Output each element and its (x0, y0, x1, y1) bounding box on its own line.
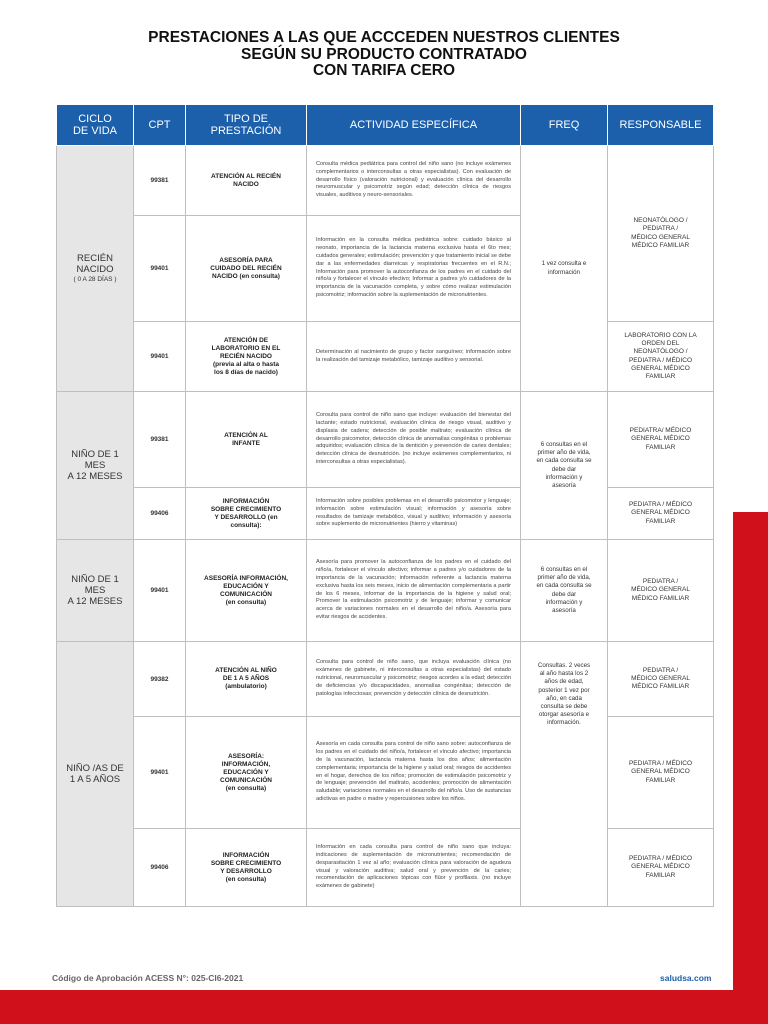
title-line-3: CON TARIFA CERO (312, 62, 456, 79)
cpt-code: 99406 (134, 488, 186, 540)
life-cycle-nino-1-12-meses-2: NIÑO DE 1 MES A 12 MESES (57, 540, 134, 642)
service-type: ASESORÍA INFORMACIÓN, EDUCACIÓN Y COMUNICACIÓN (en consulta) (186, 540, 307, 642)
header-actividad: ACTIVIDAD ESPECÍFICA (307, 105, 521, 146)
activity-text: Consulta médica pediátrica para control del niño sano (no incluye exámenes complementarios o interconsultas a otras especialistas). Con evaluación de desarrollo físico (valoración nutricional) y evaluación clínica del desarrollo neuromuscular y psicomotriz según edad; detección clínica de riesgos visuales, auditivos y neuro-sensoriales. (307, 146, 521, 216)
activity-text: Información sobre posibles problemas en el desarrollo psicomotor y lenguaje; información sobre estimulación visual; información y asesoría sobre resultados de tamizaje metabólico, visual y auditivo; información y asesoría sobre suplemento de micronutrientes (hierro y vitaminas) (307, 488, 521, 540)
frequency: Consultas. 2 veces al año hasta los 2 años de edad, posterior 1 vez por año, en cada consulta se debe otorgar asesoría e información. (521, 642, 608, 907)
table-row (57, 392, 714, 488)
responsible: PEDIATRA / MÉDICO GENERAL MÉDICO FAMILIAR (608, 829, 714, 907)
red-accent-bar-bottom (0, 990, 768, 1024)
cpt-code: 99401 (134, 540, 186, 642)
responsible: LABORATORIO CON LA ORDEN DEL NEONATÓLOGO / PEDIATRA / MÉDICO GENERAL MÉDICO FAMILIAR (608, 322, 714, 392)
service-type: ATENCIÓN AL RECIÉN NACIDO (186, 146, 307, 216)
header-responsable: RESPONSABLE (608, 105, 714, 146)
frequency: 6 consultas en el primer año de vida, en cada consulta se debe dar información y asesoría (521, 392, 608, 540)
frequency: 1 vez consulta e información (521, 146, 608, 392)
header-tipo: TIPO DE PRESTACIÓN (186, 105, 307, 146)
responsible: NEONATÓLOGO / PEDIATRA / MÉDICO GENERAL MÉDICO FAMILIAR (608, 146, 714, 322)
table-row (57, 540, 714, 642)
activity-text: Información en cada consulta para control de niño sano que incluya: indicaciones de suplementación de micronutrientes; recomendación de desparasitación 1 vez al año; evaluación clínica para valoración de agudeza visual y valoración auditiva; salud oral y prevención de la caries; recomendación de aplicaciones tópicas con flúor y profilaxis. (no incluye exámenes de gabinete) (307, 829, 521, 907)
cpt-code: 99401 (134, 322, 186, 392)
cpt-code: 99381 (134, 392, 186, 488)
activity-text: Consulta para control de niño sano que incluye: evaluación del bienestar del lactante; estado nutricional, evaluación clínica de riesgo visual, auditivo y displasia de cadera; detección de posible maltrato; evaluación clínica de desarrollo psicomotor, detección clínica de anomalías congénitas o problemas adquiridos; evaluación clínica de la dentición y prevención de caries dentales; detección clínica de desnutrición. (no incluye exámenes complementarios, ni interconsultas a otras especialistas). (307, 392, 521, 488)
responsible: PEDIATRA/ MÉDICO GENERAL MÉDICO FAMILIAR (608, 392, 714, 488)
service-type: INFORMACIÓN SOBRE CRECIMIENTO Y DESARROLLO (en consulta) (186, 829, 307, 907)
title-line-2: SEGÚN SU PRODUCTO CONTRATADO (241, 45, 527, 63)
table-row (57, 717, 714, 829)
title-line-1: PRESTACIONES A LAS QUE ACCCEDEN NUESTROS CLIENTES (148, 29, 620, 46)
service-type: INFORMACIÓN SOBRE CRECIMIENTO Y DESARROLLO (en consulta): (186, 488, 307, 540)
table-row (57, 322, 714, 392)
service-type: ATENCIÓN AL INFANTE (186, 392, 307, 488)
service-type: ASESORÍA PARA CUIDADO DEL RECIÉN NACIDO (en consulta) (186, 216, 307, 322)
activity-text: Consulta para control de niño sano, que incluya evaluación clínica (no exámenes de gabinete, ni interconsultas a otras especialistas) del estado nutricional, neuromuscular y psicomotriz; riesgos acordes a la edad; detección de deficiencias y/o discapacidades, anomalías congénitas; detección de patologías infecciosas; prevención y detección clínica de desnutrición. (307, 642, 521, 717)
header-cpt: CPT (134, 105, 186, 146)
life-cycle-nino-1-12-meses: NIÑO DE 1 MES A 12 MESES (57, 392, 134, 540)
service-type: ATENCIÓN AL NIÑO DE 1 A 5 AÑOS (ambulatorio) (186, 642, 307, 717)
activity-text: Asesoría para promover la autoconfianza de los padres en el cuidado del niño/a, fortalecer el vínculo afectivo; informar a padres y/o cuidadores de la importancia de la vacunación; información referente a lactancia materna exclusiva hasta los seis meses, inicio de alimentación complementaria a partir de los 6 meses, informar de la importancia de la higiene y salud oral; Promover la estimulación psicomotriz y de lenguaje; informar y comunicar acerca de variaciones normales en el desarrollo del niño/a. Asesoría para evitar riesgos de accidentes. (307, 540, 521, 642)
activity-text: Determinación al nacimiento de grupo y factor sanguíneo; información sobre la realización del tamizaje metabólico, tamizaje auditivo y sensorial. (307, 322, 521, 392)
cpt-code: 99382 (134, 642, 186, 717)
life-cycle-nino-1-5-anos: NIÑO /AS DE 1 A 5 AÑOS (57, 642, 134, 907)
activity-text: Asesoría en cada consulta para control de niño sano sobre: autoconfianza de los padres en el cuidado del niño/a, fortalecer el vínculo afectivo; importancia de la vacunación, lactancia materna hasta los dos años; alimentación complementaria; importancia de la higiene y salud oral; riesgos de accidentes en el hogar, derechos de los niños; promoción de estimulación psicomotriz y de lenguaje; prevención del maltrato, accidentes; promoción de alimentación saludable; variaciones normales en el desarrollo del niño/a. Uso de sustancias adictivas en padre o madre y repercusiones sobre los niños. (307, 717, 521, 829)
responsible: PEDIATRA / MÉDICO GENERAL MÉDICO FAMILIAR (608, 642, 714, 717)
cpt-code: 99406 (134, 829, 186, 907)
responsible: PEDIATRA / MÉDICO GENERAL MÉDICO FAMILIAR (608, 540, 714, 642)
service-type: ASESORÍA: INFORMACIÓN, EDUCACIÓN Y COMUNICACIÓN (en consulta) (186, 717, 307, 829)
page-title (0, 30, 768, 80)
responsible: PEDIATRA / MÉDICO GENERAL MÉDICO FAMILIAR (608, 488, 714, 540)
table-row (57, 146, 714, 216)
table-row (57, 488, 714, 540)
table-row (57, 642, 714, 717)
red-accent-bar-right (733, 512, 768, 992)
life-cycle-recien-nacido: RECIÉN NACIDO ( 0 A 28 DÍAS ) (57, 146, 134, 392)
frequency: 6 consultas en el primer año de vida, en cada consulta se debe dar información y asesoría (521, 540, 608, 642)
approval-code: Código de Aprobación ACESS N°: 025-CI6-2021 (52, 973, 244, 983)
responsible: PEDIATRA / MÉDICO GENERAL MÉDICO FAMILIAR (608, 717, 714, 829)
website-link[interactable]: saludsa.com (660, 973, 712, 983)
benefits-table (56, 104, 714, 907)
activity-text: Información en la consulta médica pediátrica sobre: cuidado básico al neonato, importancia de la lactancia materna exclusiva hasta el 6to mes; cuidados generales; estimulación; prevención y que tratamiento inicial se debe dar a las enfermedades diarreicas y respiratorias frecuentes en el R.N.; Información para promover la autoconfianza de los padres en el cuidado del niño/a y fortalecer el vínculo efectivo; Informar a padres y/o cuidadores de la importancia de la vacunación completa, y sobre cómo realizar estimulación psicomotriz; información sobre la suplementación de micronutrientes. (307, 216, 521, 322)
cpt-code: 99401 (134, 717, 186, 829)
table-header-row (57, 105, 714, 146)
header-ciclo: CICLO DE VIDA (57, 105, 134, 146)
service-type: ATENCIÓN DE LABORATORIO EN EL RECIÉN NACIDO (previa al alta o hasta los 8 días de nacido) (186, 322, 307, 392)
cpt-code: 99401 (134, 216, 186, 322)
header-freq: FREQ (521, 105, 608, 146)
table-row (57, 829, 714, 907)
cpt-code: 99381 (134, 146, 186, 216)
